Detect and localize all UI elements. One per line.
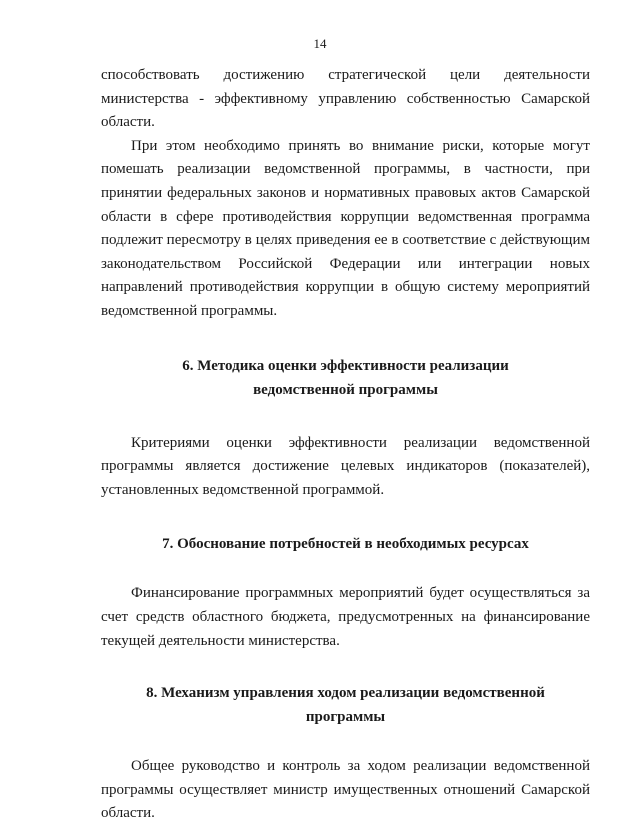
section-6-heading-line-2: ведомственной программы [253, 381, 438, 398]
section-8-heading-line-1: 8. Механизм управления ходом реализации ведомственной [146, 685, 545, 702]
section-7-heading: 7. Обоснование потребностей в необходимых ресурсах [162, 536, 529, 553]
document-body [101, 64, 590, 826]
section-6-paragraph: Критериями оценки эффективности реализации ведомственной программы является достижение целевых индикаторов (показателей), установленных ведомственной программой. [101, 434, 590, 498]
section-7-paragraph: Финансирование программных мероприятий будет осуществляться за счет средств областного бюджета, предусмотренных на финансирование текущей деятельности министерства. [101, 585, 590, 649]
section-6-heading-line-1: 6. Методика оценки эффективности реализации [182, 357, 509, 374]
intro-paragraph-risks: При этом необходимо принять во внимание риски, которые могут помешать реализации ведомственной программы, в частности, при принятии федеральных законов и нормативных правовых актов Самарской области в сфере противодействия коррупции ведомственная программа подлежит пересмотру в целях приведения ее в соответствие с действующим законодательством Российской Федерации или интеграции новых направлений противодействия коррупции в общую систему мероприятий ведомственной программы. [101, 137, 590, 319]
page-number: 14 [313, 36, 327, 51]
section-6-heading [101, 354, 590, 402]
intro-paragraph-continuation: способствовать достижению стратегической цели деятельности министерства - эффективному управлению собственностью Самарской области. [101, 67, 590, 131]
section-8-heading-line-2: программы [305, 709, 386, 726]
section-8-heading [101, 681, 590, 729]
section-8-paragraph: Общее руководство и контроль за ходом реализации ведомственной программы осуществляет министр имущественных отношений Самарской области. [101, 758, 590, 822]
